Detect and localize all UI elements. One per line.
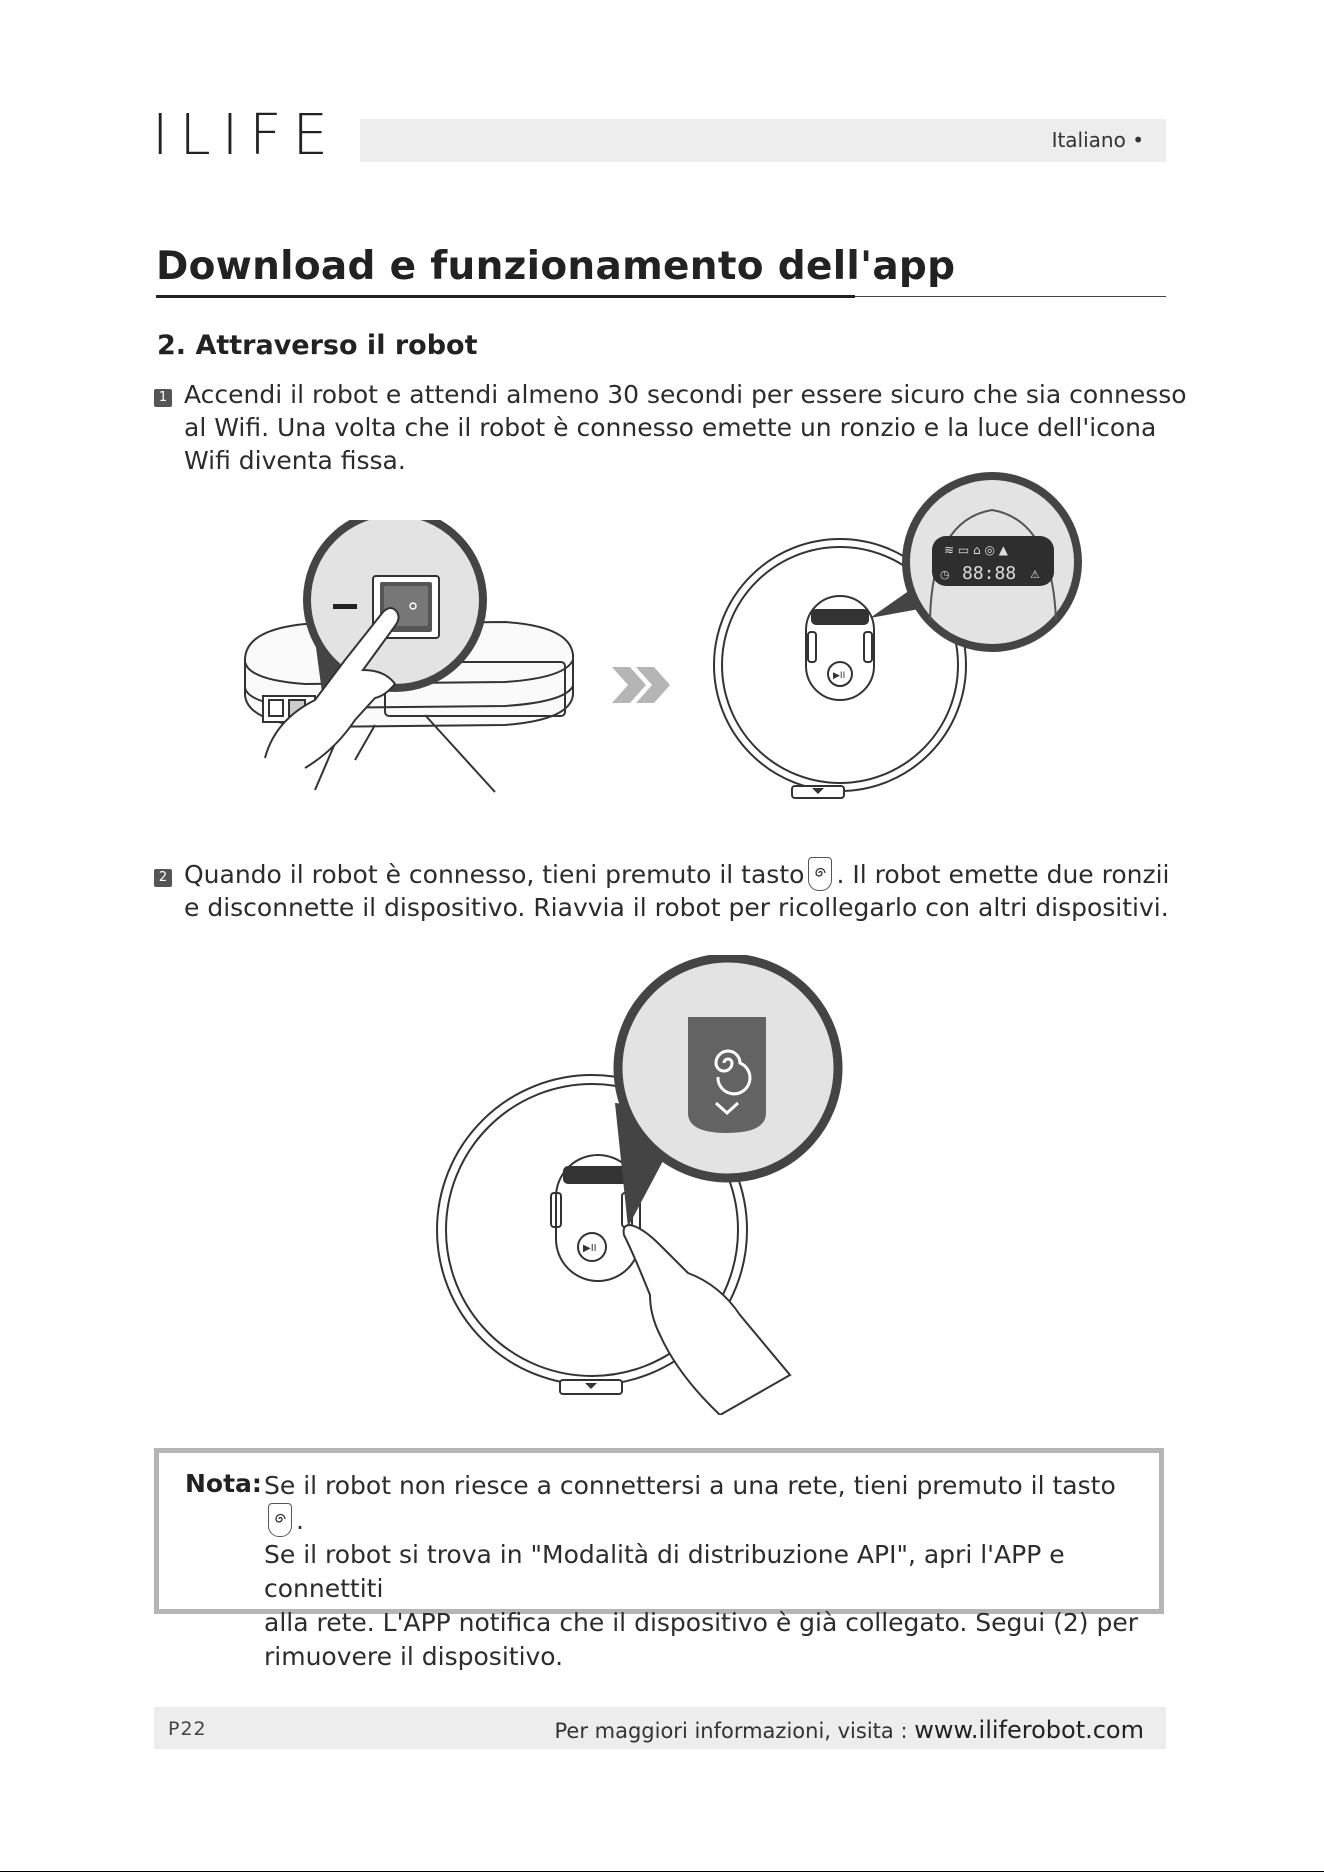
robot-display-illustration (700, 470, 1090, 805)
note-line-1b: . (296, 1506, 304, 1535)
svg-text:▶II: ▶II (833, 671, 846, 681)
step-1-line-2: al Wifi. Una volta che il robot è connesso emette un ronzio e la luce dell'icona (184, 413, 1157, 442)
press-button-illustration (420, 955, 860, 1415)
title-underline (156, 295, 855, 298)
note-label: Nota: (185, 1469, 262, 1498)
display-digits: 88:88 (962, 563, 1017, 584)
step-2 (154, 857, 1170, 924)
step-2-line-1a: Quando il robot è connesso, tieni premuto il tasto (184, 860, 805, 889)
svg-text:▶II: ▶II (583, 1243, 597, 1254)
note-line-3: alla rete. L'APP notifica che il dispositivo è già collegato. Segui (2) per (264, 1608, 1139, 1637)
step-1 (154, 378, 1187, 477)
note-line-2: Se il robot si trova in "Modalità di distribuzione API", apri l'APP e connettiti (264, 1540, 1065, 1603)
step-number: 1 (154, 389, 172, 407)
step-2-line-1b: . Il robot emette due ronzii (836, 860, 1170, 889)
website-link[interactable]: www.iliferobot.com (914, 1716, 1144, 1744)
footer-label: Per maggiori informazioni, visita : (554, 1719, 908, 1743)
step-1-line-3: Wifi diventa fissa. (184, 446, 406, 475)
svg-text:≋ ▭ ⌂ ◎ ▲: ≋ ▭ ⌂ ◎ ▲ (944, 543, 1008, 557)
header-bar (360, 119, 1166, 162)
page-number: P22 (168, 1718, 207, 1740)
section-subheading: 2. Attraverso il robot (157, 330, 478, 361)
spiral-button-icon (808, 857, 832, 891)
note-line-1a: Se il robot non riesce a connettersi a una rete, tieni premuto il tasto (264, 1471, 1116, 1500)
footer-bar (154, 1707, 1166, 1749)
page-title: Download e funzionamento dell'app (156, 244, 956, 289)
note-text (264, 1469, 1144, 1674)
step-number: 2 (154, 869, 172, 887)
double-arrow-icon (610, 665, 674, 705)
footer-info (555, 1716, 1145, 1744)
language-label: Italiano • (1051, 128, 1144, 152)
spiral-button-icon (268, 1503, 292, 1537)
svg-text:⚠: ⚠ (1030, 568, 1040, 581)
svg-text:◷: ◷ (940, 568, 950, 581)
step-1-line-1: Accendi il robot e attendi almeno 30 secondi per essere sicuro che sia connesso (184, 380, 1187, 409)
note-box (154, 1448, 1164, 1671)
power-switch-illustration (235, 520, 595, 802)
note-line-4: rimuovere il dispositivo. (264, 1642, 564, 1671)
step-2-line-2: e disconnette il dispositivo. Riavvia il robot per ricollegarlo con altri dispositivi. (184, 893, 1169, 922)
brand-logo: ILIFE (152, 103, 339, 168)
